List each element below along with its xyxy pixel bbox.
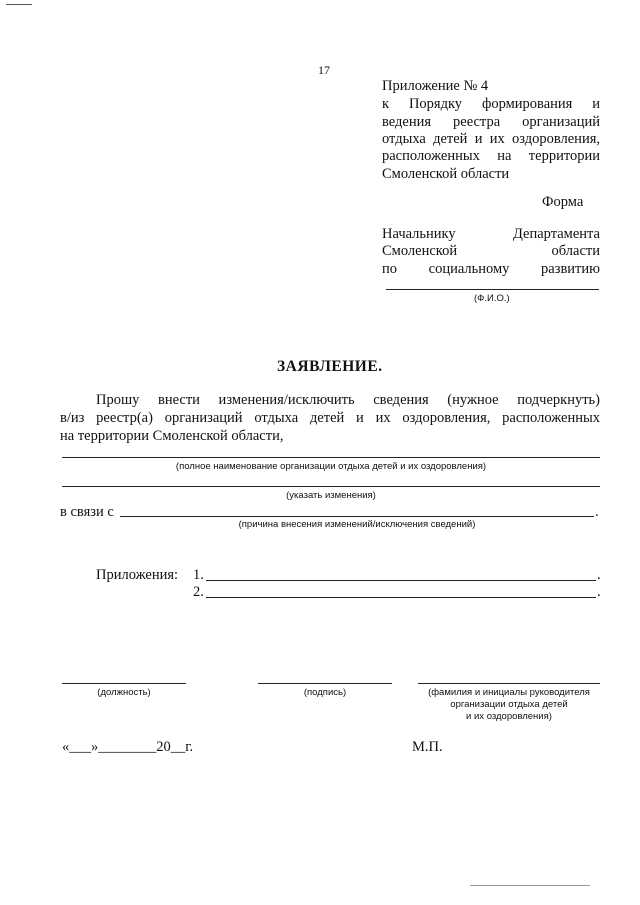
- appendix-line-4: расположенных на территории: [382, 148, 600, 164]
- head-name-caption-1: (фамилия и инициалы руководителя: [428, 687, 590, 698]
- scan-artifact-bottom-right: [470, 885, 590, 886]
- scan-artifact-top-left: [6, 4, 32, 5]
- org-name-caption: (полное наименование организации отдыха детей и их оздоровления): [175, 461, 487, 472]
- appendix-title: Приложение № 4: [382, 78, 489, 94]
- page-number: 17: [318, 63, 330, 77]
- attachment-2-field[interactable]: [206, 597, 596, 598]
- addressee-line-3: по социальному развитию: [382, 261, 600, 277]
- signature-caption: (подпись): [303, 687, 347, 698]
- fio-caption: (Ф.И.О.): [474, 293, 510, 304]
- reason-label: в связи с: [60, 504, 114, 520]
- signature-field[interactable]: [258, 683, 392, 684]
- date-field[interactable]: «___»________20__г.: [62, 739, 194, 755]
- head-name-caption-2: организации отдыха детей: [450, 699, 568, 710]
- changes-field[interactable]: [62, 486, 600, 487]
- head-name-caption-3: и их оздоровления): [466, 711, 552, 722]
- body-line-3: на территории Смоленской области,: [60, 428, 284, 444]
- appendix-line-2: ведения реестра организаций: [382, 114, 600, 130]
- addressee-line-2: Смоленской области: [382, 243, 600, 259]
- document-heading: ЗАЯВЛЕНИЕ.: [277, 358, 383, 375]
- org-name-field[interactable]: [62, 457, 600, 458]
- reason-dot: .: [595, 504, 599, 520]
- reason-field[interactable]: [120, 516, 594, 517]
- position-caption: (должность): [97, 687, 151, 698]
- attachments-label: Приложения:: [96, 567, 179, 583]
- attachment-1-dot: .: [597, 567, 601, 583]
- changes-caption: (указать изменения): [286, 490, 376, 501]
- appendix-line-3: отдыха детей и их оздоровления,: [382, 131, 600, 147]
- body-line-2: в/из реестр(а) организаций отдыха детей и их оздоровления, расположенных: [60, 410, 600, 426]
- stamp-label: М.П.: [412, 739, 443, 755]
- form-label: Форма: [542, 194, 584, 210]
- head-name-field[interactable]: [418, 683, 600, 684]
- appendix-line-5: Смоленской области: [382, 166, 510, 182]
- body-line-1: Прошу внести изменения/исключить сведения (нужное подчеркнуть): [96, 392, 600, 408]
- position-field[interactable]: [62, 683, 186, 684]
- attachment-2-number: 2.: [193, 584, 204, 600]
- attachment-2-dot: .: [597, 584, 601, 600]
- addressee-line-1: Начальнику Департамента: [382, 226, 600, 242]
- reason-caption: (причина внесения изменений/исключения сведений): [238, 519, 476, 530]
- attachment-1-number: 1.: [193, 567, 204, 583]
- fio-line[interactable]: [386, 289, 599, 290]
- appendix-line-1: к Порядку формирования и: [382, 96, 600, 112]
- attachment-1-field[interactable]: [206, 580, 596, 581]
